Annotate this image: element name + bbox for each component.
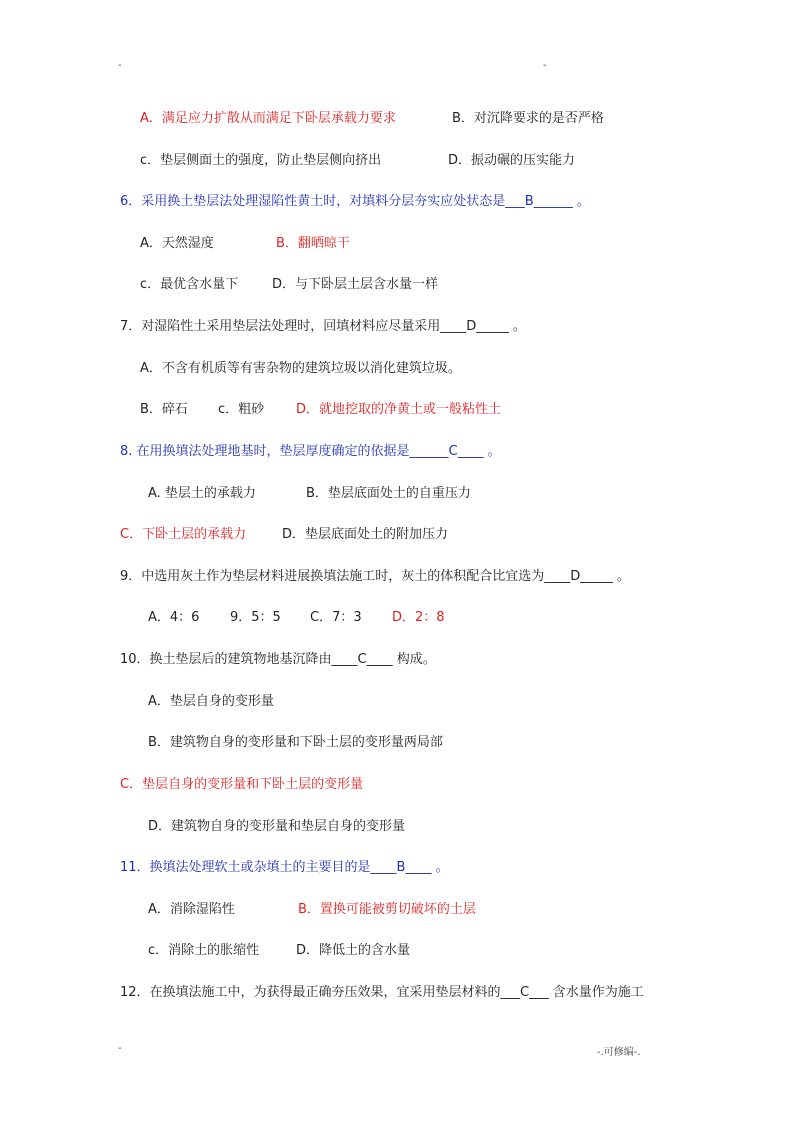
text-line-22-part-1: 12．在换填法施工中，为获得最正确夯压效果，宜采用垫层材料的___C___ 含水量作为施工 bbox=[120, 985, 644, 1000]
text-line-10-part-1: A. 垫层土的承载力 bbox=[148, 486, 256, 501]
text-line-5-part-1: c．最优含水量下 bbox=[140, 277, 239, 292]
text-line-8-part-2: c．粗砂 bbox=[218, 402, 265, 417]
text-line-21-part-2: D．降低土的含水量 bbox=[296, 943, 411, 958]
text-line-14-part-1: 10．换土垫层后的建筑物地基沉降由____C____ 构成。 bbox=[120, 652, 436, 667]
text-line-10-part-2: B．垫层底面处土的自重压力 bbox=[306, 486, 471, 501]
text-line-2-part-1: c．垫层侧面土的强度，防止垫层侧向挤出 bbox=[140, 153, 382, 168]
text-line-8-part-1: B．碎石 bbox=[140, 402, 188, 417]
header-right-mark: - bbox=[543, 60, 547, 71]
text-line-3-part-1: 6．采用换土垫层法处理湿陷性黄土时，对填料分层夯实应处状态是___B______ 。 bbox=[120, 194, 590, 209]
footer-right-text: -.可修编-. bbox=[597, 1047, 641, 1058]
text-line-19-part-1: 11．换填法处理软土或杂填土的主要目的是____B____ 。 bbox=[120, 860, 449, 875]
text-line-20-part-2: B．置换可能被剪切破坏的土层 bbox=[298, 902, 476, 917]
text-line-13-part-4: D．2：8 bbox=[392, 610, 445, 625]
text-line-15-part-1: A．垫层自身的变形量 bbox=[148, 694, 274, 709]
text-line-2-part-2: D．振动碾的压实能力 bbox=[448, 153, 576, 168]
text-line-4-part-1: A．天然湿度 bbox=[140, 236, 214, 251]
text-line-11-part-1: C．下卧土层的承载力 bbox=[120, 527, 247, 542]
text-line-8-part-3: D．就地挖取的净黄土或一般粘性土 bbox=[296, 402, 502, 417]
text-line-1-part-1: A．满足应力扩散从而满足下卧层承载力要求 bbox=[140, 111, 396, 126]
text-line-9-part-1: 8. 在用换填法处理地基时，垫层厚度确定的依据是______C____ 。 bbox=[120, 444, 501, 459]
text-line-4-part-2: B．翻晒晾干 bbox=[276, 236, 350, 251]
text-line-20-part-1: A．消除湿陷性 bbox=[148, 902, 235, 917]
header-left-mark: - bbox=[118, 60, 122, 71]
text-line-12-part-1: 9．中选用灰土作为垫层材料进展换填法施工时，灰土的体积配合比宜选为____D_____ 。 bbox=[120, 569, 630, 584]
text-line-13-part-3: C．7：3 bbox=[310, 610, 362, 625]
text-line-11-part-2: D．垫层底面处土的附加压力 bbox=[282, 527, 449, 542]
text-line-7-part-1: A．不含有机质等有害杂物的建筑垃圾以消化建筑垃圾。 bbox=[140, 361, 461, 376]
text-line-5-part-2: D．与下卧层土层含水量一样 bbox=[272, 277, 439, 292]
text-line-16-part-1: B．建筑物自身的变形量和下卧土层的变形量两局部 bbox=[148, 735, 443, 750]
text-line-6-part-1: 7．对湿陷性土采用垫层法处理时，回填材料应尽量采用____D_____ 。 bbox=[120, 319, 526, 334]
text-line-18-part-1: D．建筑物自身的变形量和垫层自身的变形量 bbox=[148, 819, 406, 834]
text-line-13-part-1: A．4：6 bbox=[148, 610, 200, 625]
footer-left-mark: - bbox=[118, 1043, 122, 1054]
text-line-1-part-2: B．对沉降要求的是否严格 bbox=[452, 111, 604, 126]
text-line-13-part-2: 9．5：5 bbox=[230, 610, 281, 625]
text-line-21-part-1: c．消除土的胀缩性 bbox=[148, 943, 260, 958]
text-line-17-part-1: C．垫层自身的变形量和下卧土层的变形量 bbox=[120, 777, 364, 792]
